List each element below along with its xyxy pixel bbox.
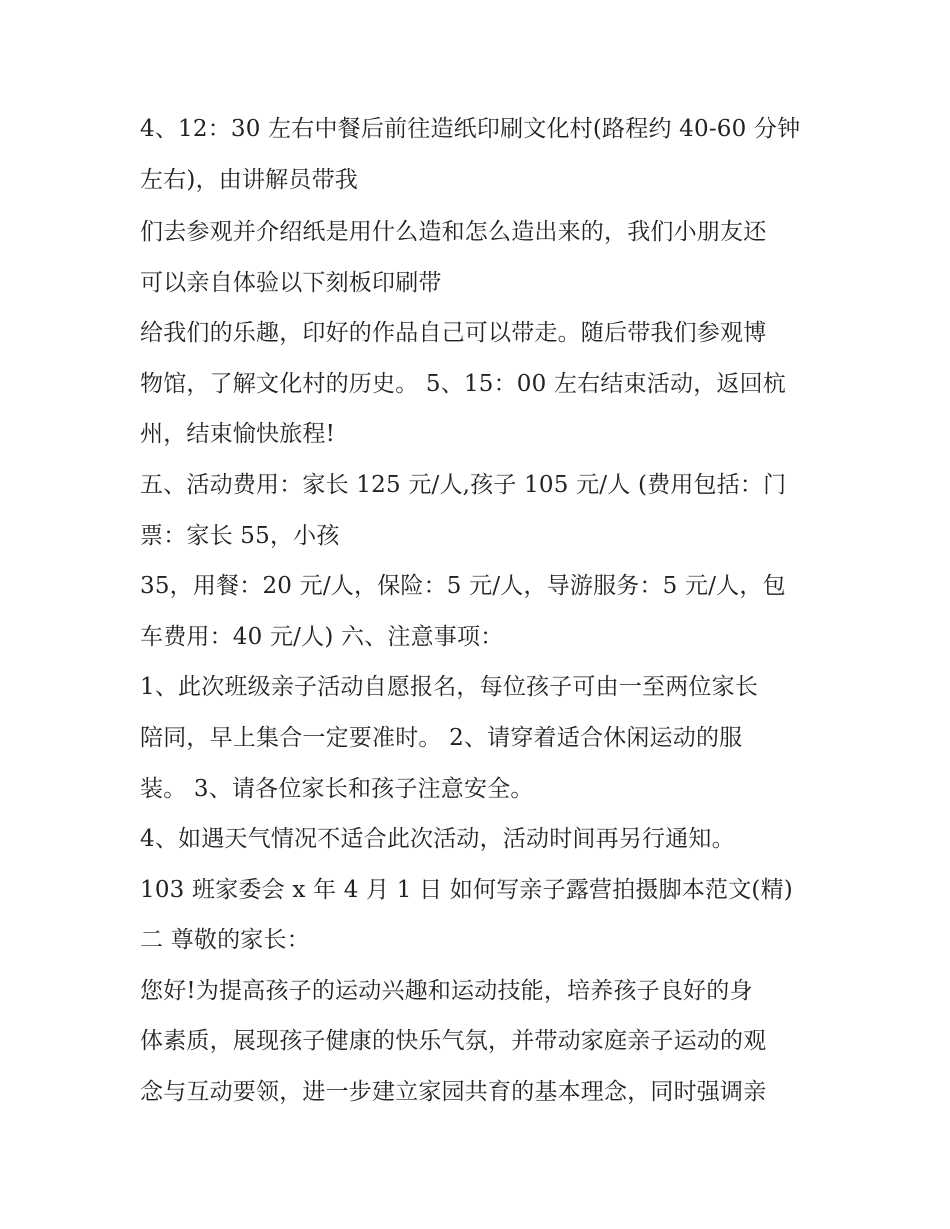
text-line: 装。 3、请各位家长和孩子注意安全。 [140, 776, 534, 802]
text-line: 左右)，由讲解员带我 [140, 167, 358, 193]
text-line: 二 尊敬的家长： [140, 927, 310, 953]
text-line: 体素质，展现孩子健康的快乐气氛，并带动家庭亲子运动的观 [140, 1028, 767, 1054]
text-line: 给我们的乐趣，印好的作品自己可以带走。随后带我们参观博 [140, 320, 767, 346]
text-line: 五、活动费用：家长 125 元/人,孩子 105 元/人 (费用包括：门 [140, 472, 787, 498]
text-line: 您好!为提高孩子的运动兴趣和运动技能，培养孩子良好的身 [140, 978, 753, 1004]
text-line: 4、12：30 左右中餐后前往造纸印刷文化村(路程约 40-60 分钟 [140, 116, 801, 142]
text-line: 物馆，了解文化村的历史。 5、15：00 左右结束活动，返回杭 [140, 371, 786, 397]
text-line: 念与互动要领，进一步建立家园共育的基本理念，同时强调亲 [140, 1079, 767, 1105]
text-line: 陪同，早上集合一定要准时。 2、请穿着适合休闲运动的服 [140, 725, 743, 751]
text-line: 票：家长 55，小孩 [140, 523, 340, 549]
text-line: 车费用：40 元/人) 六、注意事项： [140, 624, 504, 650]
text-line: 1、此次班级亲子活动自愿报名，每位孩子可由一至两位家长 [140, 674, 759, 700]
text-line: 103 班家委会 x 年 4 月 1 日 如何写亲子露营拍摄脚本范文(精) [140, 877, 793, 903]
text-line: 35，用餐：20 元/人，保险：5 元/人，导游服务：5 元/人，包 [140, 573, 786, 599]
text-line: 可以亲自体验以下刻板印刷带 [140, 270, 442, 296]
text-line: 4、如遇天气情况不适合此次活动，活动时间再另行通知。 [140, 826, 735, 852]
text-line: 州，结束愉快旅程! [140, 421, 336, 447]
text-line: 们去参观并介绍纸是用什么造和怎么造出来的，我们小朋友还 [140, 219, 767, 245]
